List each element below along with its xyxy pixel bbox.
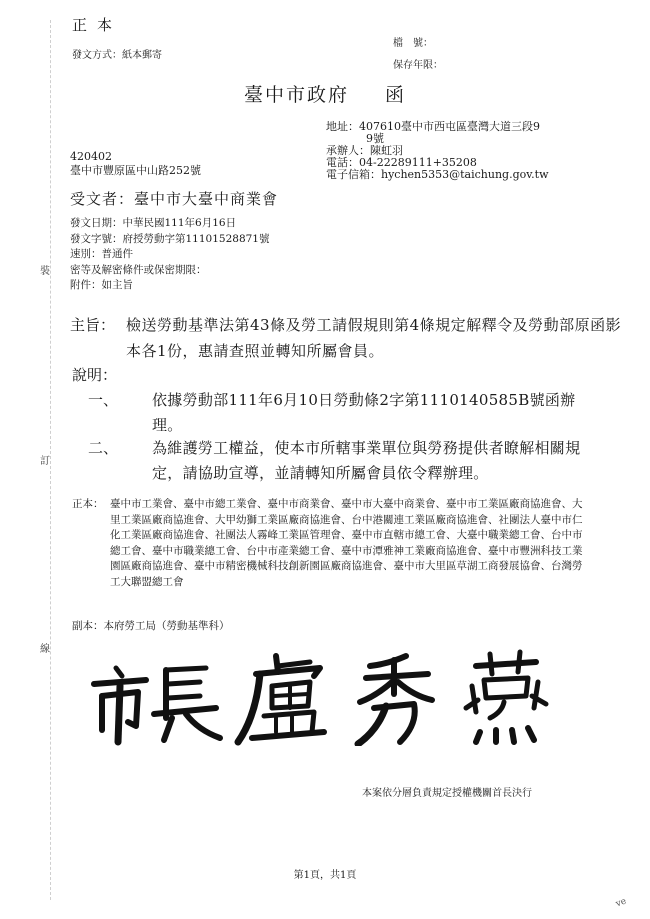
document-meta	[70, 216, 269, 294]
binding-mark-xian: 線	[40, 644, 50, 655]
contact-block	[326, 121, 549, 181]
contact-address-cont: 9號	[366, 132, 384, 145]
mayor-signature	[88, 646, 558, 750]
recipient-street: 臺中市豐原區中山路252號	[70, 164, 201, 177]
retention-period: 保存年限：	[393, 60, 443, 71]
binding-line	[50, 20, 51, 900]
handwritten-mark: ve	[614, 896, 628, 910]
recipient: 受文者：臺中市大臺中商業會	[70, 190, 279, 208]
carbon-copies-label: 副本：	[72, 620, 104, 632]
subject-text: 檢送勞動基準法第43條及勞工請假規則第4條規定解釋令及勞動部原函影本各1份，惠請查照並轉知所屬會員。	[126, 316, 622, 360]
send-method: 發文方式：紙本郵寄	[72, 50, 162, 61]
contact-address: 地址：407610臺中市西屯區臺灣大道三段9	[326, 120, 540, 133]
file-number: 檔 號：	[393, 38, 433, 49]
copy-label: 正本	[72, 16, 123, 34]
main-copies-label: 正本：	[72, 498, 104, 510]
secrecy-level: 密等及解密條件或保密期限：	[70, 263, 207, 276]
delivery-speed: 速別：普通件	[70, 248, 133, 261]
item-number: 一、	[88, 391, 119, 409]
recipient-zip: 420402	[70, 150, 112, 163]
contact-handler: 承辦人：陳虹羽	[326, 144, 403, 157]
issue-date: 發文日期：中華民國111年6月16日	[70, 217, 237, 229]
explanation-label: 說明：	[72, 366, 118, 384]
recipient-address	[70, 150, 201, 178]
reference-number: 發文字號：府授勞動字第11101528871號	[70, 232, 270, 245]
carbon-copies	[72, 618, 230, 633]
subject-label: 主旨：	[70, 316, 116, 334]
contact-email: 電子信箱：hychen5353@taichung.gov.tw	[326, 168, 549, 181]
item-text: 為維護勞工權益，使本市所轄事業單位與勞務提供者瞭解相關規定，請協助宣導，並請轉知所屬會員依令釋辦理。	[152, 439, 581, 482]
delegation-note: 本案依分層負責規定授權機關首長決行	[362, 788, 532, 799]
contact-phone: 電話：04-22289111+35208	[326, 156, 477, 169]
attachment: 附件：如主旨	[70, 279, 133, 292]
signature-image	[88, 646, 558, 746]
page-number: 第1頁，共1頁	[293, 870, 357, 881]
carbon-copies-list: 本府勞工局（勞動基準科）	[103, 620, 230, 632]
item-text: 依據勞動部111年6月10日勞動條2字第1110140585B號函辦理。	[152, 391, 576, 434]
document-title	[0, 80, 650, 107]
main-copies-list: 臺中市工業會、臺中市總工業會、臺中市商業會、臺中市大臺中商業會、臺中市工業區廠商協進會、大里工業區廠商協進會、大甲幼獅工業區廠商協進會、台中港關連工業區廠商協進會、社團法人臺中市仁化工業區廠商協進會、社團法人霧峰工業區管理會、臺中市直轄市總工會、大臺中職業總工會、台中市總工會、臺中市職業總工會、台中市產業總工會、臺中市潭雅神工業廠商協進會、臺中市豐洲科技工業園區廠商協進會、臺中市精密機械科技創新園區廠商協進會、臺中市大里區草湖工商發展協會、台灣勞工大聯盟總工會	[110, 498, 583, 588]
binding-mark-ding: 訂	[40, 456, 50, 467]
issuing-org: 臺中市政府	[243, 84, 349, 106]
item-number: 二、	[88, 439, 119, 457]
document-type: 函	[385, 84, 407, 106]
binding-mark-zhuang: 裝	[40, 266, 50, 277]
